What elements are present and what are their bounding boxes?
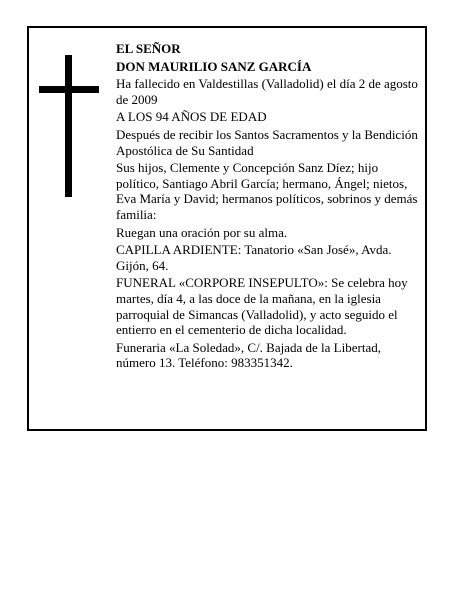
funeral-home-line: Funeraria «La Soledad», C/. Bajada de la Libertad, número 13. Teléfono: 983351342. <box>116 339 381 371</box>
obituary-notice <box>27 26 427 431</box>
prayer-line: Ruegan una oración por su alma. <box>116 224 288 240</box>
death-announcement: Ha fallecido en Valdestillas (Valladolid) el día 2 de agosto de 2009 <box>116 76 418 107</box>
funeral-line: FUNERAL «CORPORE INSEPULTO»: Se celebra hoy martes, día 4, a las doce de la mañana, en la iglesia parroquial de Simancas (Valladolid), y acto seguido el entierro en el cementerio de dicha localidad. <box>116 275 408 338</box>
family-line: Sus hijos, Clemente y Concepción Sanz Díez; hijo político, Santiago Abril García; hermano, Ángel; nietos, Eva María y David; hermanos políticos, sobrinos y demás familia: <box>116 160 418 222</box>
chapel-line: CAPILLA ARDIENTE: Tanatorio «San José», Avda. Gijón, 64. <box>116 242 392 273</box>
notice-title: EL SEÑOR <box>116 41 181 56</box>
deceased-name: DON MAURILIO SANZ GARCÍA <box>116 58 312 74</box>
notice-text <box>116 41 418 373</box>
age-line: A LOS 94 AÑOS DE EDAD <box>116 109 267 125</box>
cross-vertical-bar <box>65 55 72 197</box>
cross-icon <box>39 55 99 197</box>
cross-horizontal-bar <box>39 86 99 93</box>
sacraments-line: Después de recibir los Santos Sacramentos y la Bendición Apostólica de Su Santidad <box>116 126 418 158</box>
